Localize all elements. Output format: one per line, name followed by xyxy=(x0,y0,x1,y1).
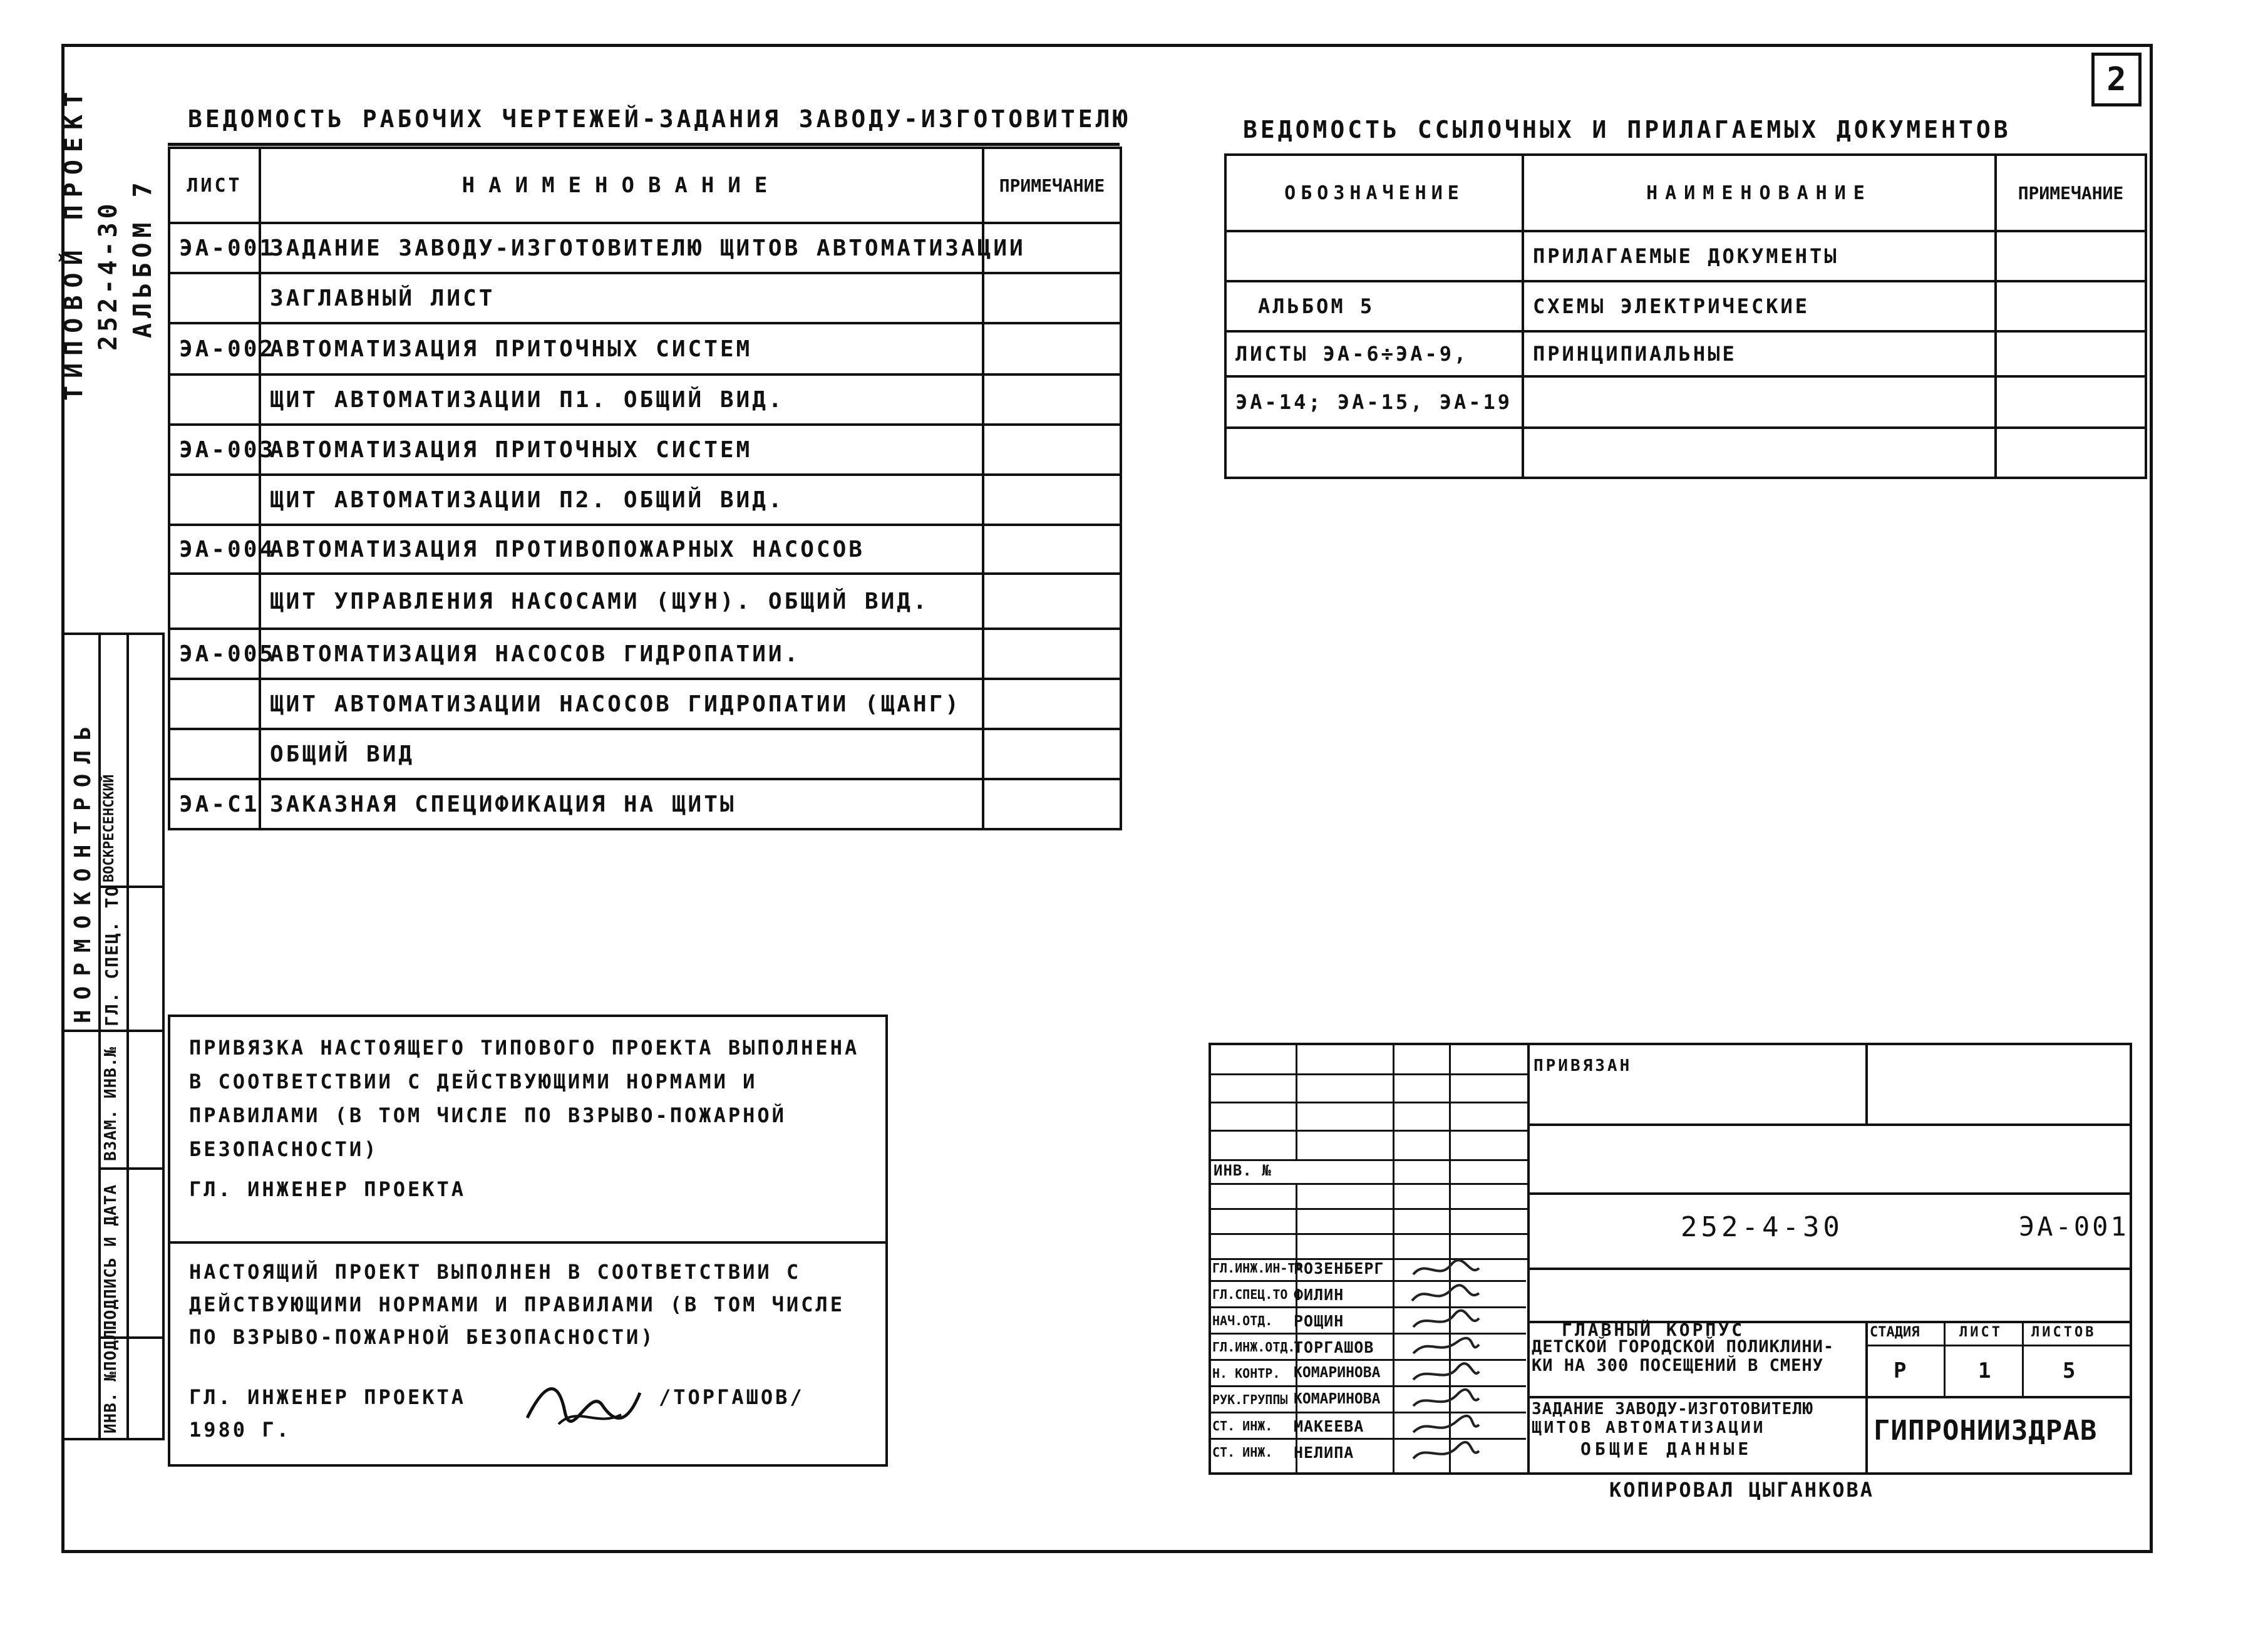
side-sign-date: ПОДПИСЬ И ДАТА xyxy=(101,1184,120,1330)
row-note xyxy=(983,273,1121,323)
org-name: ГИПРОНИИЗДРАВ xyxy=(1874,1415,2098,1447)
row-note xyxy=(983,574,1121,629)
binding-line-2: В СООТВЕТСТВИИ С ДЕЙСТВУЮЩИМИ НОРМАМИ И xyxy=(189,1070,758,1093)
row-name: АВТОМАТИЗАЦИЯ ПРИТОЧНЫХ СИСТЕМ xyxy=(260,323,983,374)
inv-no-label: ИНВ. № xyxy=(1214,1162,1272,1179)
row-name: ПРИНЦИПИАЛЬНЫЕ xyxy=(1523,331,1996,376)
row-sheet xyxy=(169,273,260,323)
left-table-title: ВЕДОМОСТЬ РАБОЧИХ ЧЕРТЕЖЕЙ-ЗАДАНИЯ ЗАВОДУ-ИЗГОТОВИТЕЛЮ xyxy=(188,105,1131,133)
row-name: ЗАКАЗНАЯ СПЕЦИФИКАЦИЯ НА ЩИТЫ xyxy=(260,779,983,829)
row-note xyxy=(983,779,1121,829)
binding-line-4: БЕЗОПАСНОСТИ) xyxy=(189,1137,379,1161)
row-code: ЛИСТЫ ЭА-6÷ЭА-9, xyxy=(1225,331,1523,376)
table-row xyxy=(169,525,1121,574)
sheet-label: ЛИСТ xyxy=(1959,1325,2003,1340)
object-line-1: ГЛАВНЫЙ КОРПУС xyxy=(1562,1320,1745,1340)
row-note xyxy=(1996,231,2146,281)
table-row xyxy=(169,629,1121,679)
right-header-code: ОБОЗНАЧЕНИЕ xyxy=(1225,155,1523,231)
staff-name: ФИЛИН xyxy=(1294,1286,1344,1304)
table-row xyxy=(169,374,1121,425)
staff-signatures xyxy=(1407,1256,1482,1469)
side-spec: ГЛ. СПЕЦ. ТО xyxy=(101,884,122,1026)
object-line-3: КИ НА 300 ПОСЕЩЕНИЙ В СМЕНУ xyxy=(1532,1356,1823,1375)
sheet-number: 2 xyxy=(2106,61,2126,98)
row-code: ЭА-14; ЭА-15, ЭА-19 xyxy=(1225,376,1523,428)
title-sheet-code: ЭА-001 xyxy=(2019,1211,2129,1242)
left-header-name: НАИМЕНОВАНИЕ xyxy=(260,148,983,223)
row-note xyxy=(983,374,1121,425)
side-album: АЛЬБОМ 7 xyxy=(128,177,157,338)
staff-list xyxy=(1210,1256,1526,1472)
project-line-1: НАСТОЯЩИЙ ПРОЕКТ ВЫПОЛНЕН В СООТВЕТСТВИИ С xyxy=(189,1260,802,1284)
row-sheet: ЭА-004 xyxy=(169,525,260,574)
row-sheet xyxy=(169,475,260,525)
engineer-signature xyxy=(521,1368,646,1437)
staff-name: МАКЕЕВА xyxy=(1294,1417,1364,1435)
project-line-3: ПО ВЗРЫВО-ПОЖАРНОЙ БЕЗОПАСНОСТИ) xyxy=(189,1325,656,1349)
table-row xyxy=(169,574,1121,629)
row-note xyxy=(1996,281,2146,331)
row-code xyxy=(1225,231,1523,281)
right-table-title: ВЕДОМОСТЬ ССЫЛОЧНЫХ И ПРИЛАГАЕМЫХ ДОКУМЕНТОВ xyxy=(1243,116,2011,143)
row-note xyxy=(983,475,1121,525)
staff-role: НАЧ.ОТД. xyxy=(1212,1313,1273,1328)
row-note xyxy=(1996,376,2146,428)
side-vzam: ВЗАМ. ИНВ.№ xyxy=(101,1046,120,1161)
project-engineer: ГЛ. ИНЖЕНЕР ПРОЕКТА xyxy=(189,1385,466,1409)
sheets-label: ЛИСТОВ xyxy=(2031,1325,2096,1340)
side-inv-podl: ИНВ. №ПОДЛ. xyxy=(101,1318,120,1433)
row-sheet: ЭА-002 xyxy=(169,323,260,374)
side-project: ТИПОВОЙ ПРОЕКТ xyxy=(59,84,88,401)
table-row xyxy=(1225,376,2146,428)
table-row xyxy=(169,679,1121,729)
row-name: ПРИЛАГАЕМЫЕ ДОКУМЕНТЫ xyxy=(1523,231,1996,281)
left-header-sheet: ЛИСТ xyxy=(169,148,260,223)
binding-engineer: ГЛ. ИНЖЕНЕР ПРОЕКТА xyxy=(189,1177,466,1201)
row-name: ЗАГЛАВНЫЙ ЛИСТ xyxy=(260,273,983,323)
row-name: СХЕМЫ ЭЛЕКТРИЧЕСКИЕ xyxy=(1523,281,1996,331)
row-note xyxy=(983,729,1121,779)
right-header-note: ПРИМЕЧАНИЕ xyxy=(1996,155,2146,231)
project-line-2: ДЕЙСТВУЮЩИМИ НОРМАМИ И ПРАВИЛАМИ (В ТОМ ЧИСЛЕ xyxy=(189,1293,845,1316)
left-table xyxy=(168,147,1122,830)
row-note xyxy=(983,629,1121,679)
sheets-value: 5 xyxy=(2063,1358,2078,1383)
row-name: ЩИТ АВТОМАТИЗАЦИИ П1. ОБЩИЙ ВИД. xyxy=(260,374,983,425)
staff-role: СТ. ИНЖ. xyxy=(1212,1418,1273,1433)
row-note xyxy=(983,679,1121,729)
row-name: ЩИТ УПРАВЛЕНИЯ НАСОСАМИ (ЩУН). ОБЩИЙ ВИД. xyxy=(260,574,983,629)
row-note xyxy=(983,323,1121,374)
table-row xyxy=(169,273,1121,323)
side-normcontrol: НОРМОКОНТРОЛЬ xyxy=(70,716,96,1023)
left-header-note: ПРИМЕЧАНИЕ xyxy=(983,148,1121,223)
row-sheet: ЭА-001 xyxy=(169,223,260,273)
row-sheet: ЭА-С1 xyxy=(169,779,260,829)
side-voskr: ВОСКРЕСЕНСКИЙ xyxy=(101,774,117,882)
row-note xyxy=(1996,331,2146,376)
staff-name: РОЗЕНБЕРГ xyxy=(1294,1259,1384,1278)
table-row xyxy=(169,779,1121,829)
row-code xyxy=(1225,428,1523,478)
row-name: ЩИТ АВТОМАТИЗАЦИИ НАСОСОВ ГИДРОПАТИИ (ЩАНГ) xyxy=(260,679,983,729)
sheet-value: 1 xyxy=(1978,1358,1994,1383)
row-name: ЗАДАНИЕ ЗАВОДУ-ИЗГОТОВИТЕЛЮ ЩИТОВ АВТОМАТИЗАЦИИ xyxy=(260,223,983,273)
row-name: ЩИТ АВТОМАТИЗАЦИИ П2. ОБЩИЙ ВИД. xyxy=(260,475,983,525)
row-sheet xyxy=(169,374,260,425)
row-note xyxy=(983,525,1121,574)
right-table xyxy=(1224,153,2147,479)
row-name: ОБЩИЙ ВИД xyxy=(260,729,983,779)
doc-title-line-1: ЗАДАНИЕ ЗАВОДУ-ИЗГОТОВИТЕЛЮ xyxy=(1532,1400,1813,1418)
row-name xyxy=(1523,428,1996,478)
object-line-2: ДЕТСКОЙ ГОРОДСКОЙ ПОЛИКЛИНИ- xyxy=(1532,1337,1835,1356)
copied-by: КОПИРОВАЛ ЦЫГАНКОВА xyxy=(1609,1478,1875,1502)
staff-name: КОМАРИНОВА xyxy=(1294,1391,1381,1407)
side-code: 252-4-30 xyxy=(94,200,123,351)
row-sheet: ЭА-003 xyxy=(169,425,260,475)
stage-value: Р xyxy=(1894,1358,1909,1383)
project-year: 1980 Г. xyxy=(189,1418,291,1442)
table-row xyxy=(169,475,1121,525)
table-row xyxy=(1225,281,2146,331)
binding-line-3: ПРАВИЛАМИ (В ТОМ ЧИСЛЕ ПО ВЗРЫВО-ПОЖАРНОЙ xyxy=(189,1103,786,1127)
table-row xyxy=(1225,428,2146,478)
table-row xyxy=(169,323,1121,374)
row-name: АВТОМАТИЗАЦИЯ ПРИТОЧНЫХ СИСТЕМ xyxy=(260,425,983,475)
table-row xyxy=(1225,331,2146,376)
staff-role: ГЛ.ИНЖ.ИН-ТА xyxy=(1212,1261,1303,1276)
row-sheet: ЭА-005 xyxy=(169,629,260,679)
staff-name: РОЩИН xyxy=(1294,1312,1344,1330)
sheet-number-box xyxy=(2091,53,2142,106)
row-code: АЛЬБОМ 5 xyxy=(1225,281,1523,331)
staff-role: ГЛ.ИНЖ.ОТД. xyxy=(1212,1340,1296,1355)
row-sheet xyxy=(169,679,260,729)
row-name xyxy=(1523,376,1996,428)
row-note xyxy=(983,425,1121,475)
doc-title-line-3: ОБЩИЕ ДАННЫЕ xyxy=(1580,1438,1753,1459)
privyazan-label: ПРИВЯЗАН xyxy=(1533,1056,1632,1075)
staff-role: Н. КОНТР. xyxy=(1212,1366,1281,1381)
table-row xyxy=(1225,231,2146,281)
row-name: АВТОМАТИЗАЦИЯ НАСОСОВ ГИДРОПАТИИ. xyxy=(260,629,983,679)
row-sheet xyxy=(169,729,260,779)
staff-role: РУК.ГРУППЫ xyxy=(1212,1392,1288,1407)
binding-note-box xyxy=(168,1015,888,1467)
staff-name: ТОРГАШОВ xyxy=(1294,1338,1374,1356)
staff-name: КОМАРИНОВА xyxy=(1294,1365,1381,1381)
doc-title-line-2: ЩИТОВ АВТОМАТИЗАЦИИ xyxy=(1532,1418,1766,1437)
row-note xyxy=(1996,428,2146,478)
staff-role: ГЛ.СПЕЦ.ТО xyxy=(1212,1287,1288,1302)
title-code: 252-4-30 xyxy=(1681,1211,1843,1243)
binding-line-1: ПРИВЯЗКА НАСТОЯЩЕГО ТИПОВОГО ПРОЕКТА ВЫПОЛНЕНА xyxy=(189,1036,860,1060)
table-row xyxy=(169,223,1121,273)
right-header-name: НАИМЕНОВАНИЕ xyxy=(1523,155,1996,231)
staff-name: НЕЛИПА xyxy=(1294,1444,1354,1462)
side-stamp xyxy=(61,633,165,1440)
table-row xyxy=(169,729,1121,779)
staff-role: СТ. ИНЖ. xyxy=(1212,1445,1273,1460)
stage-label: СТАДИЯ xyxy=(1870,1325,1920,1340)
row-sheet xyxy=(169,574,260,629)
table-row xyxy=(169,425,1121,475)
project-engineer-name: /ТОРГАШОВ/ xyxy=(659,1385,805,1409)
row-name: АВТОМАТИЗАЦИЯ ПРОТИВОПОЖАРНЫХ НАСОСОВ xyxy=(260,525,983,574)
